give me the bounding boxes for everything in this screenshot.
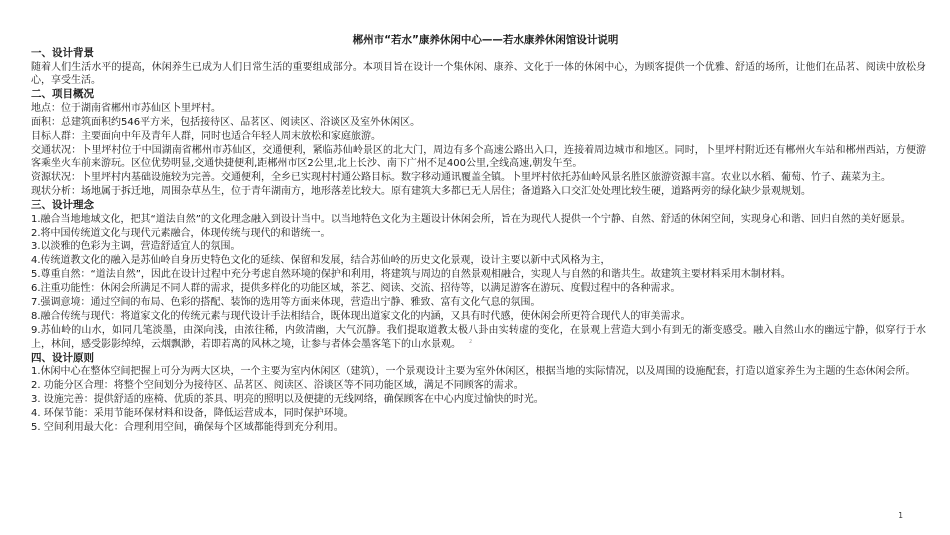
list-item: 4.传统道教文化的融入是苏仙岭自身历史特色文化的延续、保留和发展，结合苏仙岭的历史文化景观，设计主要以新中式风格为主，	[31, 255, 611, 267]
list-item: 2. 功能分区合理：将整个空间划分为接待区、品茗区、阅读区、浴谈区等不同功能区域，满足不同顾客的需求。	[31, 380, 524, 392]
paragraph-site-analysis: 现状分析：场地属于拆迁地，周围杂草丛生，位于青年湖南方，地形落差比较大。原有建筑大多都已无人居住；备道路入口交汇处处理比较生硬，道路两旁的绿化缺少景观规划。	[31, 186, 811, 198]
document-title: 郴州市“若水”康养休闲中心——若水康养休闲馆设计说明	[352, 34, 619, 46]
section-principles	[31, 352, 926, 435]
document-body	[31, 33, 926, 435]
section-concept	[31, 199, 926, 352]
list-item: 6.注重功能性：休闲会所满足不同人群的需求，提供多样化的功能区域，茶艺、阅读、交流、招待等，以满足游客在游玩、度假过程中的各种需求。	[31, 283, 681, 295]
paragraph-audience: 目标人群：主要面向中年及青年人群，同时也适合年轻人周末放松和家庭旅游。	[31, 130, 381, 142]
list-item: 5. 空间利用最大化：合理利用空间，确保每个区域都能得到充分利用。	[31, 421, 344, 433]
list-item: 4. 环保节能：采用节能环保材料和设备，降低运营成本，同时保护环境。	[31, 407, 354, 419]
paragraph: 随着人们生活水平的提高，休闲养生已成为人们日常生活的重要组成部分。本项目旨在设计一个集休闲、康养、文化于一体的休闲中心，为顾客提供一个优雅、舒适的场所，让他们在品茗、阅读中放松身心，享受生活。	[31, 61, 926, 87]
paragraph-traffic: 交通状况：卜里坪村位于中国湖南省郴州市苏仙区，交通便利，紧临苏仙岭景区的北大门，周边有多个高速公路出入口，连接着周边城市和地区。同时，卜里坪村附近还有郴州火车站和郴州西站，方便游客乘坐火车前来游玩。区位优势明显,交通快捷便利,距郴州市区2公里,北上长沙、南下广州不足400公里,全线高速,朝发午至。	[31, 144, 926, 170]
section-heading: 三、设计理念	[31, 199, 94, 212]
list-item: 7.强调意境：通过空间的布局、色彩的搭配、装饰的选用等方面来体现，营造出宁静、雅致、富有文化气息的氛围。	[31, 297, 541, 309]
paragraph-resources: 资源状况：卜里坪村内基础设施较为完善。交通便利，全乡已实现村村通公路目标。数字移动通讯覆盖全镇。卜里坪村依托苏仙岭风景名胜区旅游资源丰富。农业以水稻、葡萄、竹子、蔬菜为主。	[31, 172, 891, 184]
section-background	[31, 47, 926, 88]
list-item: 2.将中国传统道文化与现代元素融合，体现传统与现代的和谐统一。	[31, 227, 331, 239]
paragraph-area: 面积：总建筑面积约546平方米，包括接待区、品茗区、阅读区、浴谈区及室外休闲区。	[31, 116, 421, 128]
list-item: 8.融合传统与现代：将道家文化的传统元素与现代设计手法相结合，既体现出道家文化的内涵，又具有时代感，使休闲会所更符合现代人的审美需求。	[31, 311, 691, 322]
paragraph-location: 地点：位于湖南省郴州市苏仙区卜里坪村。	[31, 102, 221, 114]
stray-mark: 2	[469, 339, 473, 345]
section-heading: 四、设计原则	[31, 351, 94, 364]
page-number: 1	[898, 511, 903, 520]
section-heading: 二、项目概况	[31, 88, 94, 101]
list-item: 9.苏仙岭的山水，如同几笔淡墨，由深向浅，由浓往稀，内敛清幽，大气沉静。我们提取道教太极八卦由实转虚的变化，在景观上营造大到小有到无的渐变感受。融入自然山水的幽远宁静，似穿行于水上，林间，感受影影绰绰，云烟飘渺，若即若离的风林之境，让参与者体会墨客笔下的山水景观。	[31, 324, 926, 350]
section-heading: 一、设计背景	[31, 47, 94, 59]
list-item: 3. 设施完善：提供舒适的座椅、优质的茶具、明亮的照明以及便捷的无线网络，确保顾客在中心内度过愉快的时光。	[31, 394, 544, 406]
section-overview	[31, 88, 926, 199]
list-item: 3.以淡雅的色彩为主调，营造舒适宜人的氛围。	[31, 241, 241, 253]
list-item: 1.休闲中心在整体空间把握上可分为两大区块，一个主要为室内休闲区（建筑），一个景观设计主要为室外休闲区，根据当地的实际情况，以及周围的设施配套，打造以道家养生为主题的生态休闲会所。	[31, 366, 916, 378]
list-item: 1.融合当地地域文化，把其“道法自然”的文化理念融入到设计当中。以当地特色文化为主题设计休闲会所，旨在为现代人提供一个宁静、自然、舒适的休闲空间，实现身心和谐、回归自然的美好愿景。	[31, 213, 911, 225]
list-item: 5.尊重自然：“道法自然”，因此在设计过程中充分考虑自然环境的保护和利用，将建筑与周边的自然景观相融合，实现人与自然的和谐共生。故建筑主要材料采用木制材料。	[31, 269, 791, 281]
